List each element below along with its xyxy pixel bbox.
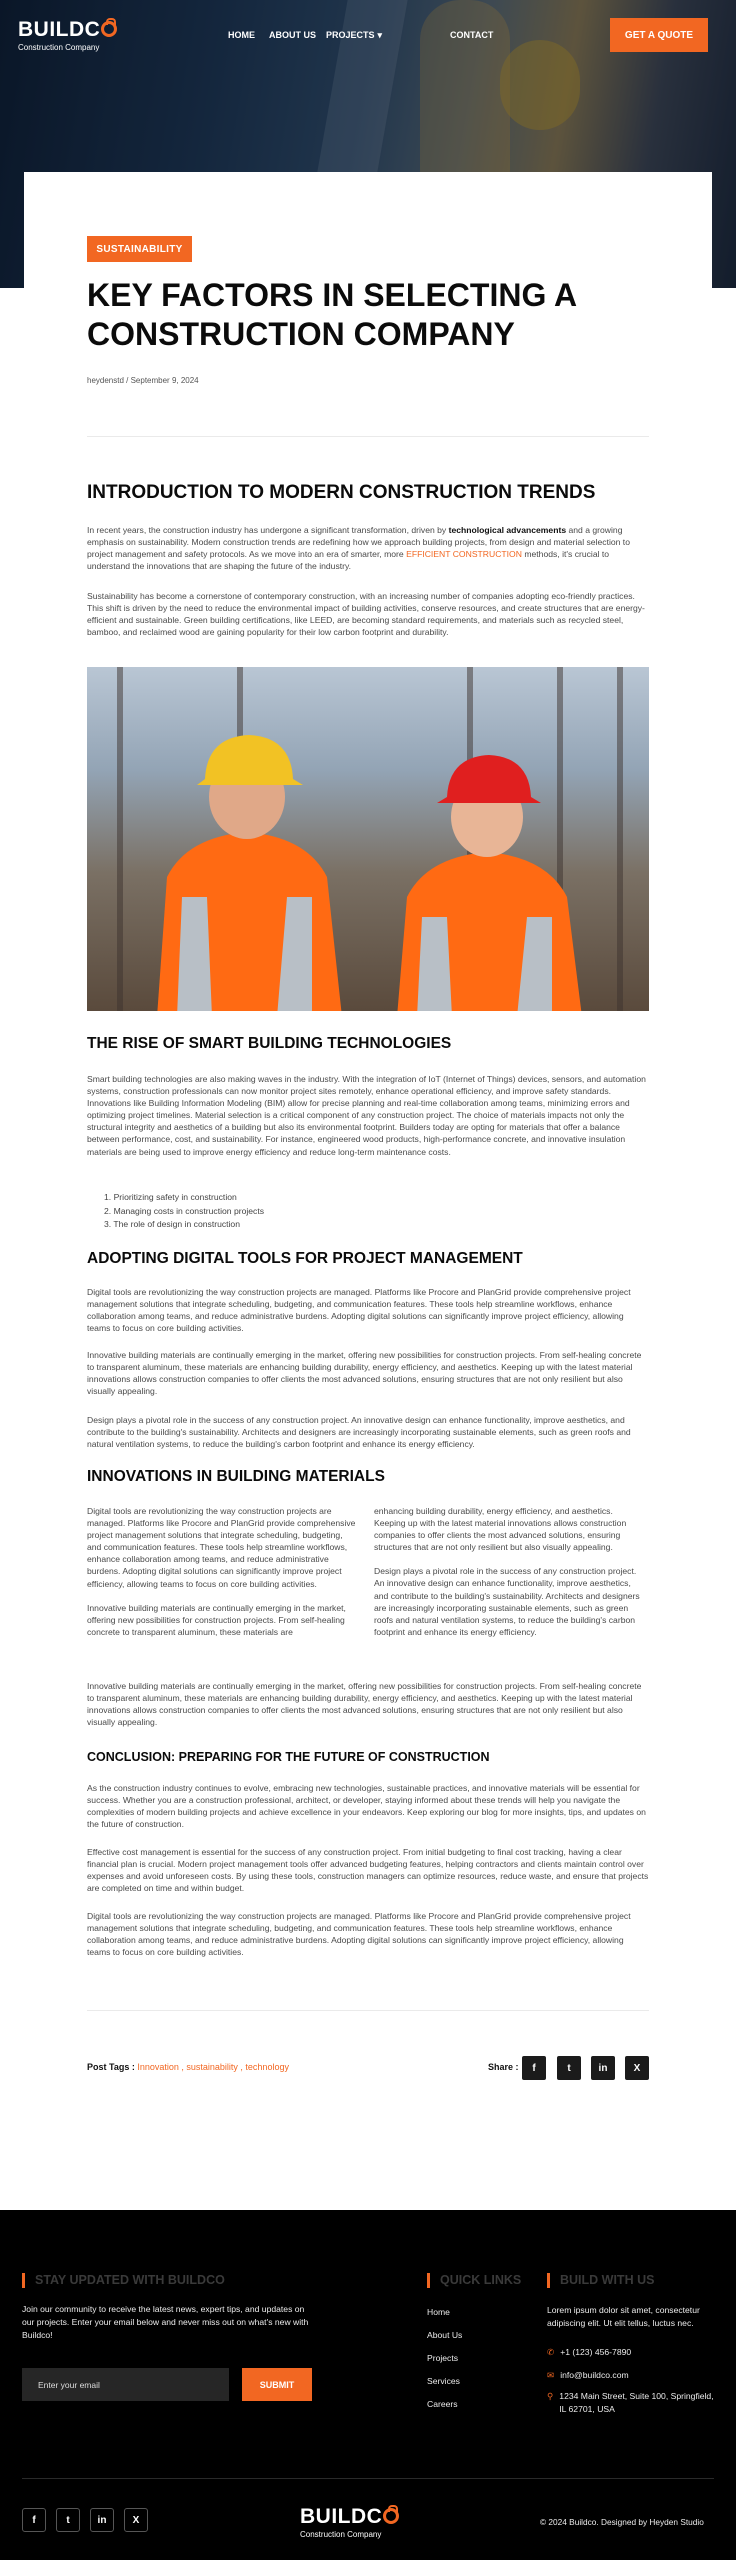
- smart-heading: THE RISE OF SMART BUILDING TECHNOLOGIES: [87, 1035, 452, 1052]
- innovations-left-paragraph-2: Innovative building materials are continually emerging in the market, offering new possibilities for construction projects. From self-healing concrete to transparent aluminum, these materials are: [87, 1602, 346, 1637]
- innovations-right-column: [374, 1505, 646, 1638]
- footer-link-careers[interactable]: Careers: [427, 2399, 458, 2409]
- newsletter-heading: STAY UPDATED WITH BUILDCO: [22, 2273, 225, 2288]
- article-photo-workers: [87, 667, 649, 1011]
- footer-link-services[interactable]: Services: [427, 2376, 460, 2386]
- footer-email[interactable]: ✉ info@buildco.com: [547, 2370, 629, 2380]
- category-badge[interactable]: SUSTAINABILITY: [87, 236, 192, 262]
- build-with-us-text: Lorem ipsum dolor sit amet, consectetur adipiscing elit. Ut elit tellus, luctus nec.: [547, 2305, 700, 2328]
- footer-logo[interactable]: [300, 2505, 399, 2539]
- mail-icon: ✉: [547, 2370, 555, 2380]
- logo-tagline: Construction Company: [300, 2530, 382, 2539]
- factors-list: [104, 1191, 264, 1232]
- nav-home[interactable]: HOME: [228, 30, 255, 40]
- copyright: © 2024 Buildco. Designed by Heyden Studio: [540, 2517, 704, 2527]
- logo-o-icon: [101, 21, 117, 37]
- post-tag-links[interactable]: Innovation , sustainability , technology: [137, 2062, 289, 2072]
- footer-linkedin-button[interactable]: [90, 2508, 114, 2532]
- conclusion-paragraph-1: As the construction industry continues to evolve, embracing new technologies, sustainable practices, and innovative materials will be essential for success. Whether you are a construction professional, architect, or developer, staying informed about these trends will help you navigate the complexities of modern building projects and achieve excellence in your endeavors. Keep exploring our blog for more insights, tips, and updates on the future of construction.: [87, 1783, 646, 1830]
- x-icon: X: [633, 2062, 641, 2074]
- smart-paragraph: Smart building technologies are also making waves in the industry. With the integration of IoT (Internet of Things) devices, sensors, and automation systems, construction professionals can now monitor project sites remotely, enhance operational efficiency, and improve safety standards. Innovations like Building Information Modeling (BIM) allow for precise planning and real-time collaboration among teams, minimizing errors and optimizing project timelines. Material selection is a critical component of any construction project. The choice of materials impacts not only the structural integrity and aesthetics of a building but also its environmental footprint. Builders today are opting for materials that offer a balance between performance, cost, and sustainability. For instance, engineered wood products, high-performance concrete, and innovative insulation materials are being used to improve energy efficiency and reduce long-term maintenance costs.: [87, 1074, 646, 1157]
- innovations-right-paragraph-1: enhancing building durability, energy efficiency, and aesthetics. Keeping up with the latest material innovations allows construction companies to offer clients the most advanced solutions, ensuring structures that are not only resilient but also visually appealing.: [374, 1506, 627, 1553]
- facebook-icon: f: [532, 2062, 536, 2074]
- post-tags-label: Post Tags :: [87, 2062, 135, 2072]
- share-label: Share :: [488, 2062, 519, 2072]
- efficient-construction-link[interactable]: EFFICIENT CONSTRUCTION: [406, 549, 522, 560]
- conclusion-heading: CONCLUSION: PREPARING FOR THE FUTURE OF CONSTRUCTION: [87, 1750, 490, 1764]
- intro-paragraph-1: In recent years, the construction industry has undergone a significant transformation, driven by technological advancements and a growing emphasis on sustainability. Modern construction trends are redefining how we approach building projects, from design and material selection to project management and safety protocols. As we move into an era of smarter, more EFFICIENT CONSTRUCTION methods, it's crucial to understand the innovations that are shaping the future of the industry.: [87, 525, 630, 572]
- intro-paragraph-2: Sustainability has become a cornerstone of contemporary construction, with an increasing number of companies adopting eco-friendly practices. This shift is driven by the need to reduce the environmental impact of building activities, conserve resources, and create structures that are energy-efficient and sustainable. Green building certifications, like LEED, are becoming standard requirements, and materials such as recycled steel, bamboo, and reclaimed wood are gaining popularity for their low carbon footprint and durability.: [87, 591, 645, 638]
- innovations-left-column: [87, 1505, 359, 1638]
- list-item: 3. The role of design in construction: [104, 1219, 240, 1229]
- footer-facebook-button[interactable]: [22, 2508, 46, 2532]
- innovations-left-paragraph-1: Digital tools are revolutionizing the way construction projects are managed. Platforms like Procore and PlanGrid provide comprehensive project management solutions that integrate scheduling, budgeting, and communication features. These tools help streamline workflows, enhance collaboration among teams, and reduce administrative burdens. Adopting digital solutions can significantly improve project efficiency, allowing teams to focus on core building activities.: [87, 1506, 356, 1589]
- logo-o-icon: [383, 2508, 399, 2524]
- article-meta: heydenstd / September 9, 2024: [87, 376, 199, 385]
- nav-projects-label: PROJECTS: [326, 30, 375, 40]
- logo-tagline: Construction Company: [18, 43, 100, 52]
- footer-divider: [22, 2478, 714, 2479]
- conclusion-paragraph-3: Digital tools are revolutionizing the way construction projects are managed. Platforms like Procore and PlanGrid provide comprehensive project management solutions that integrate scheduling, budgeting, and communication features. These tools help streamline workflows, enhance collaboration among teams, and reduce administrative burdens. Adopting digital solutions can significantly improve project efficiency, allowing teams to focus on core building activities.: [87, 1911, 631, 1958]
- logo-text: BUILDC: [18, 18, 101, 41]
- digital-paragraph-2: Innovative building materials are continually emerging in the market, offering new possibilities for construction projects. From self-healing concrete to transparent aluminum, these materials are enhancing building durability, energy efficiency, and aesthetics. Keeping up with the latest material innovations allows construction companies to offer clients the most advanced solutions, ensuring structures that are not only resilient but also visually appealing.: [87, 1350, 642, 1397]
- divider: [87, 436, 649, 437]
- footer-twitter-button[interactable]: [56, 2508, 80, 2532]
- innovations-paragraph: Innovative building materials are continually emerging in the market, offering new possibilities for construction projects. From self-healing concrete to transparent aluminum, these materials are enhancing building durability, energy efficiency, and aesthetics. Keeping up with the latest material innovations allows construction companies to offer clients the most advanced solutions, ensuring structures that are not only resilient but also visually appealing.: [87, 1681, 642, 1728]
- quick-links-heading: QUICK LINKS: [427, 2273, 521, 2288]
- post-tags: [87, 2062, 289, 2072]
- list-item: 1. Prioritizing safety in construction: [104, 1192, 237, 1202]
- conclusion-paragraph-2: Effective cost management is essential for the success of any construction project. From initial budgeting to final cost tracking, having a clear financial plan is crucial. Modern project management tools offer advanced budgeting features, helping contractors and clients maintain control over expenses and avoid unforeseen costs. By using these tools, construction managers can optimize resources, reduce waste, and ensure that projects are completed on time and within budget.: [87, 1847, 649, 1894]
- footer-phone[interactable]: ✆ +1 (123) 456-7890: [547, 2347, 632, 2357]
- phone-icon: ✆: [547, 2347, 555, 2357]
- logo-text: BUILDC: [300, 2505, 383, 2528]
- share-x-button[interactable]: [625, 2056, 649, 2080]
- nav-about[interactable]: ABOUT US: [269, 30, 316, 40]
- newsletter-text: Join our community to receive the latest news, expert tips, and updates on our projects. Enter your email below and never miss out on what's new with Buildco!: [22, 2304, 309, 2340]
- build-with-us-heading: BUILD WITH US: [547, 2273, 654, 2288]
- nav-contact[interactable]: CONTACT: [450, 30, 494, 40]
- list-item: 2. Managing costs in construction projects: [104, 1205, 265, 1216]
- article-title: KEY FACTORS IN SELECTING A CONSTRUCTION COMPANY: [87, 277, 576, 352]
- divider: [87, 2010, 649, 2011]
- share-facebook-button[interactable]: [522, 2056, 546, 2080]
- get-quote-button[interactable]: GET A QUOTE: [610, 18, 708, 52]
- chevron-down-icon: ▾: [377, 30, 383, 40]
- footer-link-about[interactable]: About Us: [427, 2330, 463, 2340]
- linkedin-icon: in: [598, 2062, 608, 2074]
- x-icon: X: [132, 2514, 140, 2526]
- footer-link-home[interactable]: Home: [427, 2307, 450, 2317]
- digital-heading: ADOPTING DIGITAL TOOLS FOR PROJECT MANAGEMENT: [87, 1250, 523, 1267]
- linkedin-icon: in: [97, 2514, 107, 2526]
- twitter-icon: t: [567, 2062, 571, 2074]
- nav-projects[interactable]: [326, 30, 382, 41]
- newsletter-email-input[interactable]: Enter your email: [22, 2368, 229, 2401]
- digital-paragraph-3: Design plays a pivotal role in the success of any construction project. An innovative design can enhance functionality, improve aesthetics, and contribute to the building's sustainability. Architects and designers are increasingly incorporating sustainable elements, such as green roofs and natural ventilation systems, to reduce the building's carbon footprint and enhance its energy efficiency.: [87, 1415, 631, 1450]
- facebook-icon: f: [32, 2514, 36, 2526]
- intro-heading: INTRODUCTION TO MODERN CONSTRUCTION TRENDS: [87, 482, 596, 503]
- innovations-heading: INNOVATIONS IN BUILDING MATERIALS: [87, 1468, 385, 1485]
- innovations-right-paragraph-2: Design plays a pivotal role in the success of any construction project. An innovative design can enhance functionality, improve aesthetics, and contribute to the building's sustainability. Architects and designers are increasingly incorporating sustainable elements, such as green roofs and natural ventilation systems, to reduce the building's carbon footprint and enhance its energy efficiency.: [374, 1566, 640, 1637]
- footer-address: ⚲ 1234 Main Street, Suite 100, Springfield, IL 62701, USA: [547, 2391, 714, 2414]
- site-logo[interactable]: [18, 18, 117, 52]
- digital-paragraph-1: Digital tools are revolutionizing the way construction projects are managed. Platforms like Procore and PlanGrid provide comprehensive project management solutions that integrate scheduling, budgeting, and communication features. These tools help streamline workflows, enhance collaboration among teams, and reduce administrative burdens. Adopting digital solutions can significantly improve project efficiency, allowing teams to focus on core building activities.: [87, 1287, 631, 1334]
- newsletter-submit-button[interactable]: SUBMIT: [242, 2368, 312, 2401]
- twitter-icon: t: [66, 2514, 70, 2526]
- location-icon: ⚲: [547, 2391, 554, 2401]
- footer-link-projects[interactable]: Projects: [427, 2353, 459, 2363]
- share-twitter-button[interactable]: [557, 2056, 581, 2080]
- footer-x-button[interactable]: [124, 2508, 148, 2532]
- share-linkedin-button[interactable]: [591, 2056, 615, 2080]
